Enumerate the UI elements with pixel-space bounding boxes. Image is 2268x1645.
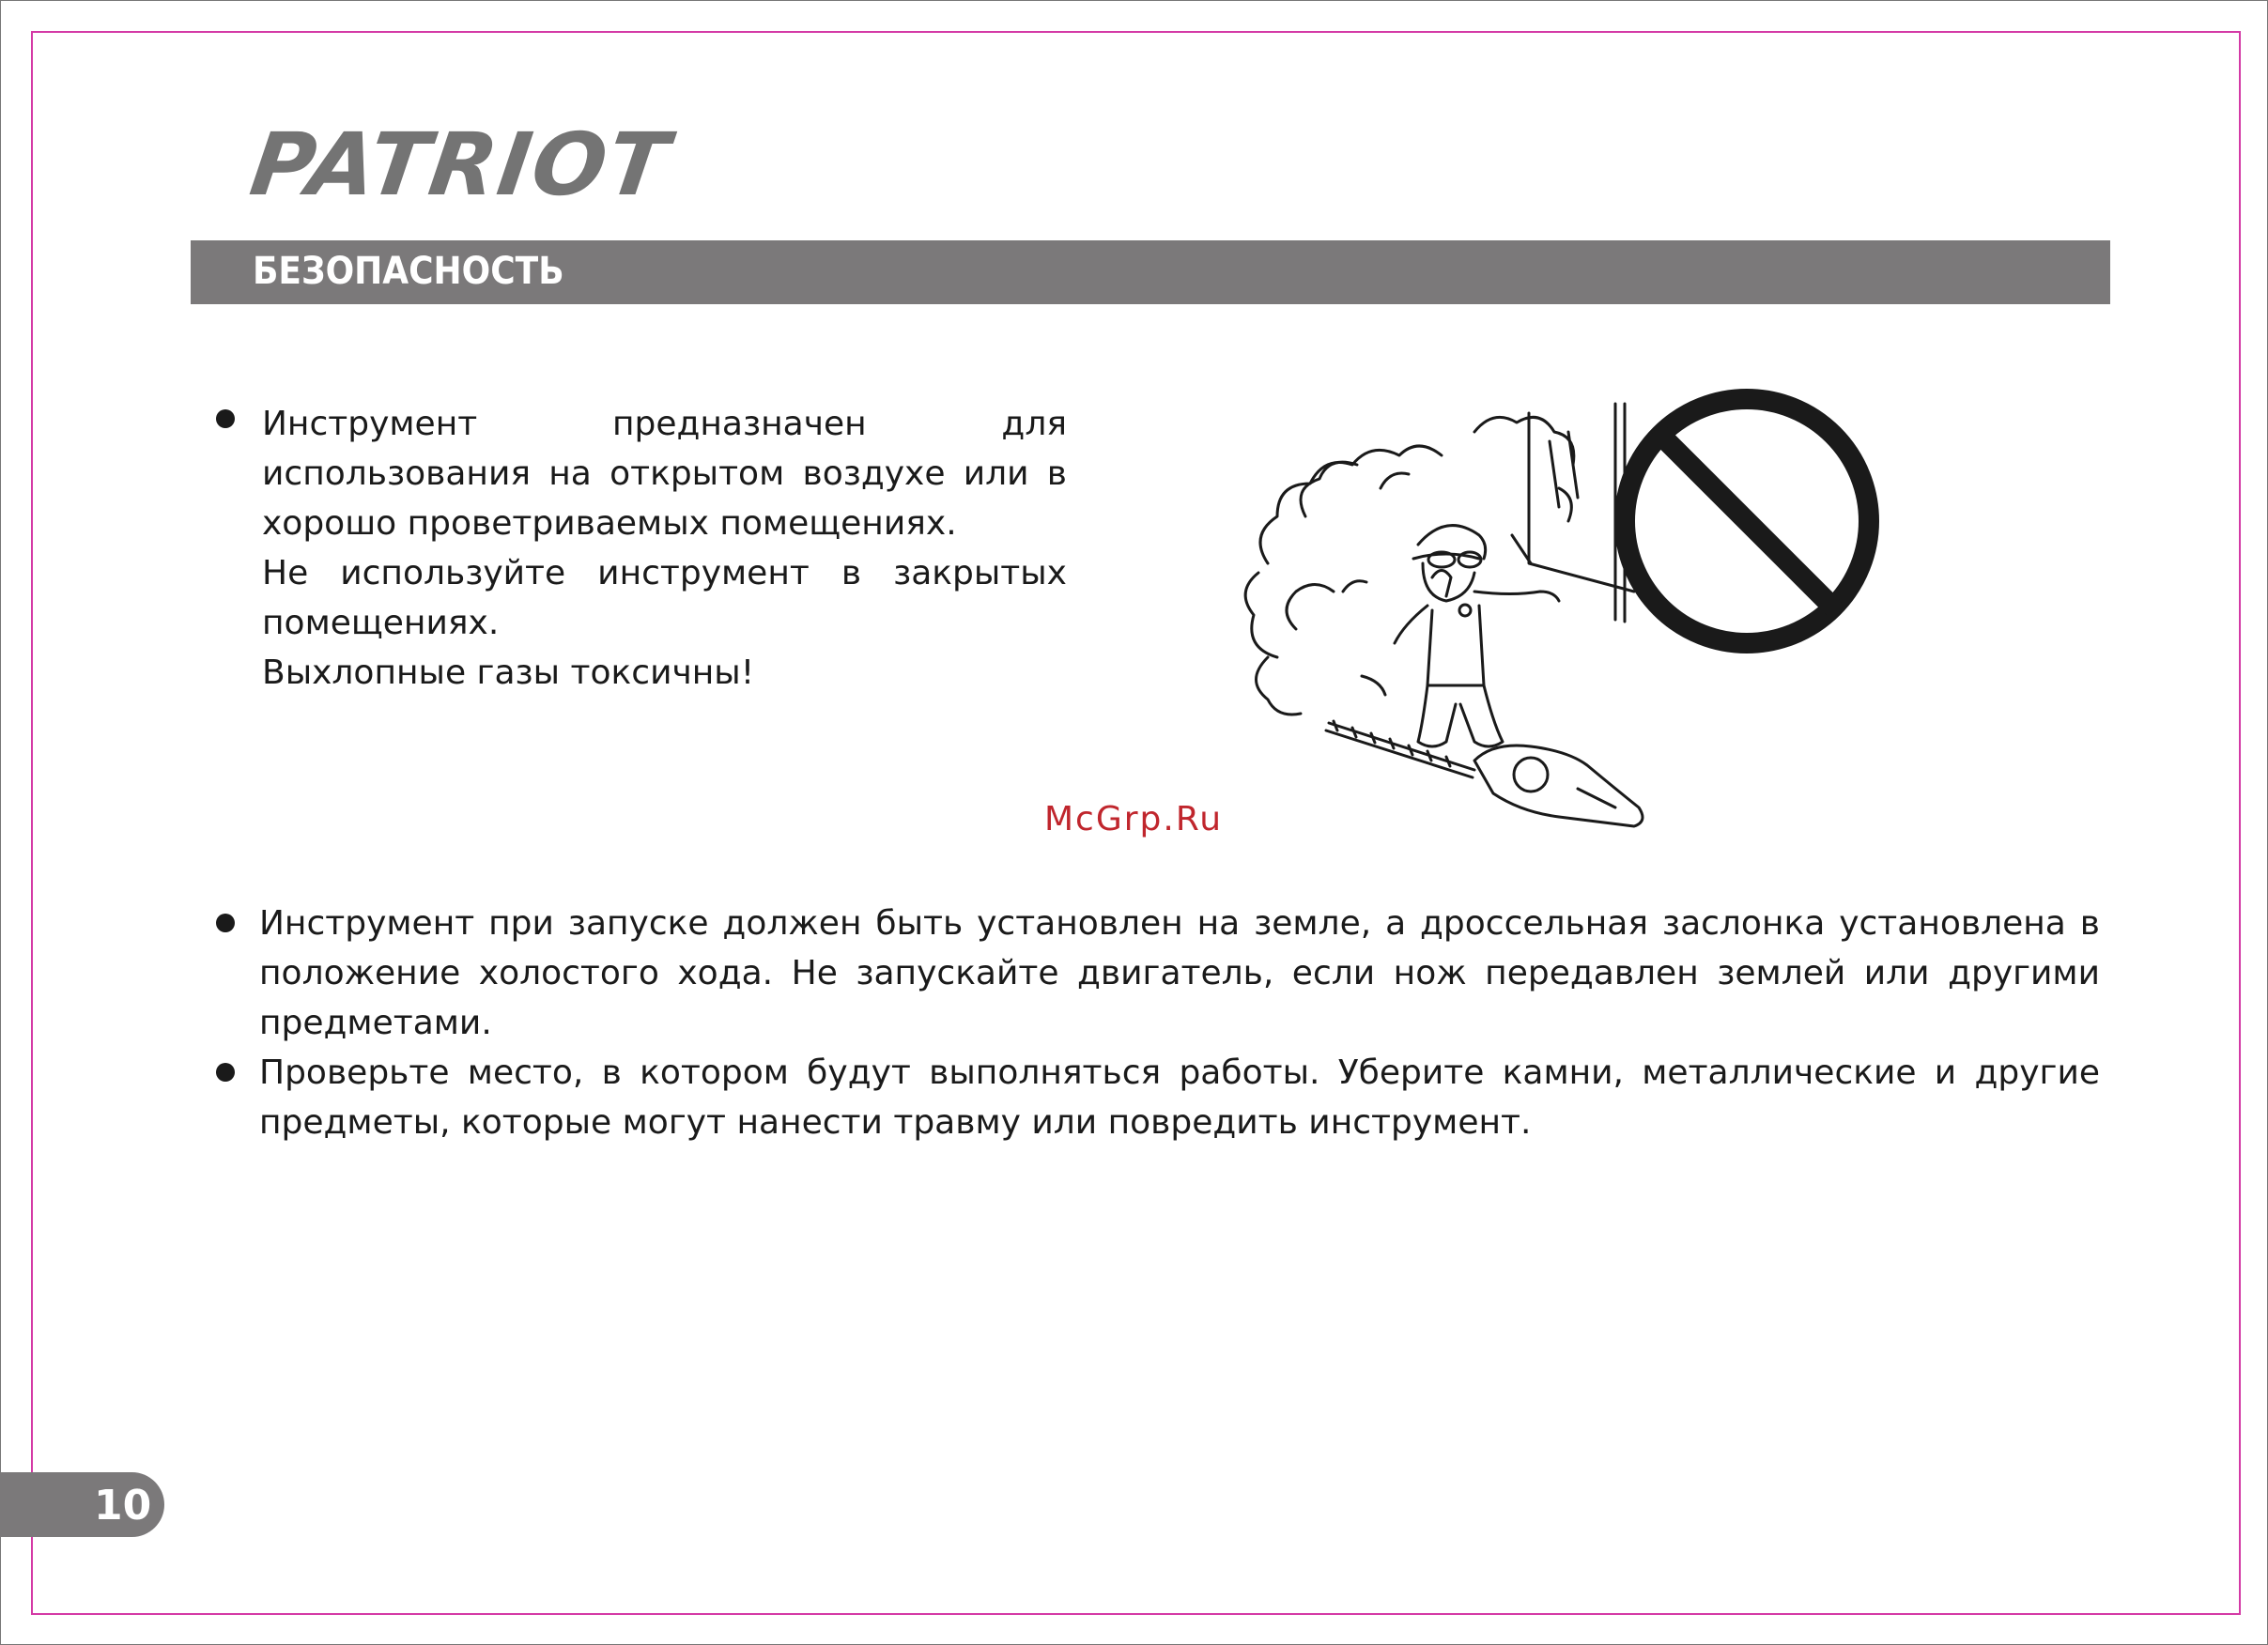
bullet-3 [216,1063,235,1082]
safety-item-3: Проверьте место, в котором будут выполняться работы. Уберите камни, металлические и другие предметы, которые могут нанести травму или повредить инструмент. [259,1053,2100,1142]
watermark: McGrp.Ru [1044,800,1224,838]
item-1-paragraph-2: Не используйте инструмент в закрытых помещениях. [262,554,1067,642]
item-1-paragraph-1: Инструмент предназначен для использования на открытом воздухе или в хорошо проветриваемых помещениях. [262,405,1067,543]
section-header [191,240,2110,304]
bullet-1 [216,409,235,428]
worker-figure-icon [1395,526,1559,746]
bullet-2 [216,914,235,932]
page-number-tab [0,1472,164,1537]
safety-item-2: Инструмент при запуске должен быть установлен на земле, а дроссельная заслонка установлена в положение холостого хода. Не запускайте двигатель, если нож передавлен землей или другими предметами. [259,904,2100,1042]
exhaust-warning-illustration [1240,376,1897,845]
section-title: БЕЗОПАСНОСТЬ [253,250,564,293]
page-number: 10 [94,1482,152,1530]
prohibition-sign-icon [1625,399,1869,643]
safety-item-1 [262,399,1067,698]
item-1-paragraph-3: Выхлопные газы токсичны! [262,653,755,692]
brand-logo: PATRIOT [244,115,676,215]
smoke-cloud-icon [1245,417,1574,715]
hedge-trimmer-icon [1326,721,1643,826]
